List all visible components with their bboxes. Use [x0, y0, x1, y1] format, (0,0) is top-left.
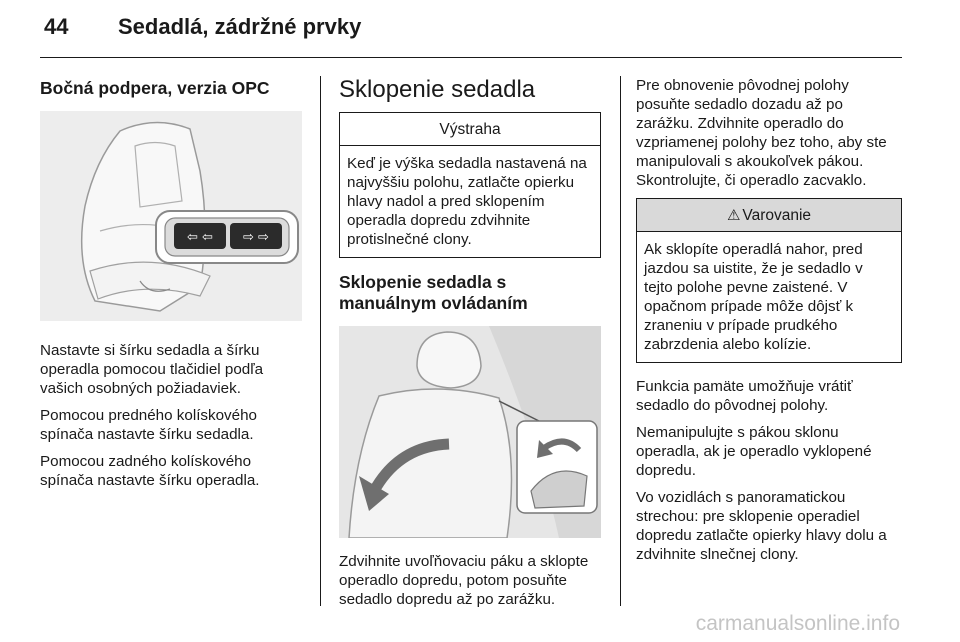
column-divider [320, 76, 321, 606]
warning-text: Ak sklopíte operadlá nahor, pred jazdou sa uistite, že je sedadlo v tejto polohe pevne zaistené. V opačnom prípade môže dôjsť k zraneniu v prípade prudkého zabrzdenia alebo kolízie. [644, 241, 863, 353]
svg-text:⇦ ⇦: ⇦ ⇦ [187, 230, 213, 245]
watermark: carmanualsonline.info [695, 612, 900, 635]
header-rule [40, 57, 902, 58]
page-number: 44 [44, 14, 69, 39]
section-heading: Bočná podpera, verzia OPC [40, 78, 270, 98]
warning-box [636, 198, 902, 363]
column-divider [620, 76, 621, 606]
image-caption: Zdvihnite uvoľňovaciu páku a sklopte operadlo dopredu, potom posuňte sedadlo dopredu až po zarážku. [339, 553, 589, 608]
paragraph: Nemanipulujte s pákou sklonu operadla, ak je operadlo vyklopené dopredu. [636, 424, 872, 479]
section-title: Sklopenie sedadla [339, 76, 536, 103]
caution-text: Keď je výška sedadla nastavená na najvyššiu polohu, zatlačte opierku hlavy nadol a pred sklopením operadla dopredu zdvihnite protislnečné clony. [347, 155, 587, 248]
seat-folding-illustration [339, 326, 601, 538]
seat-side-support-illustration [40, 111, 302, 321]
warning-header [637, 199, 901, 232]
column-3 [636, 76, 902, 572]
paragraph: Pomocou predného kolískového spínača nastavte šírku sedadla. [40, 407, 257, 443]
paragraph: Funkcia pamäte umožňuje vrátiť sedadlo do pôvodnej polohy. [636, 378, 853, 414]
caution-box [339, 112, 601, 258]
paragraph: Pre obnovenie pôvodnej polohy posuňte sedadlo dozadu až po zarážku. Zdvihnite operadlo do vzpriamenej polohy bez toho, aby ste manipulovali s akoukoľvek pákou. Skontrolujte, či operadlo zacvaklo. [636, 77, 887, 189]
paragraph: Vo vozidlách s panoramatickou strechou: pre sklopenie operadiel dopredu zatlačte opierky hlavy dolu a zdvihnite slnečnej clony. [636, 489, 887, 563]
warning-triangle-icon: ⚠ [726, 207, 741, 224]
page-header [44, 14, 361, 40]
svg-text:⇨ ⇨: ⇨ ⇨ [243, 230, 269, 245]
paragraph: Pomocou zadného kolískového spínača nastavte šírku operadla. [40, 453, 260, 489]
warning-title: Varovanie [742, 207, 812, 224]
caution-title: Výstraha [340, 113, 600, 146]
page-title: Sedadlá, zádržné prvky [118, 14, 362, 39]
subsection-heading: Sklopenie sedadla s manuálnym ovládaním [339, 272, 528, 313]
paragraph: Nastavte si šírku sedadla a šírku operadla pomocou tlačidiel podľa vašich osobných požiadaviek. [40, 342, 264, 397]
column-2 [339, 76, 601, 617]
column-1 [40, 76, 304, 498]
